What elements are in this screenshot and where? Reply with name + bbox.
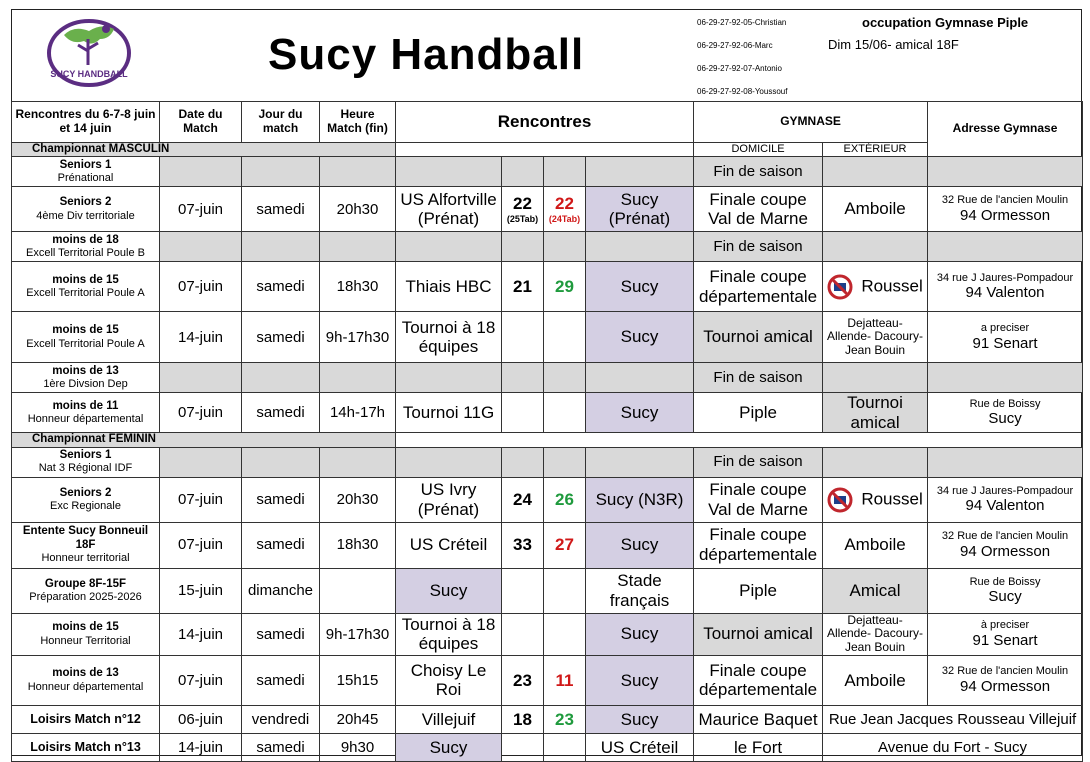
category-cell [12,477,160,522]
gymnase-domicile: Tournoi amical [694,312,823,363]
table-row [12,363,1083,393]
home-score [502,447,544,477]
away-score [544,232,586,262]
away-score [544,363,586,393]
gymnase-domicile: Finale coupe départementale [694,262,823,312]
home-score [502,705,544,733]
gym-name: Amboile [844,199,906,219]
home-team [396,447,502,477]
match-day: samedi [242,312,320,363]
match-time: 20h45 [320,705,396,733]
no-entry-icon [827,274,853,300]
col-exterieur: EXTÉRIEUR [823,143,928,157]
match-time [320,363,396,393]
address-city: 91 Senart [972,631,1038,649]
match-day: samedi [242,655,320,705]
home-team: US Ivry (Prénat) [396,477,502,522]
match-date: 07-juin [160,262,242,312]
gymnase-domicile: Fin de saison [694,447,823,477]
category-name: moins de 13 [52,364,119,377]
away-team: Sucy [586,655,694,705]
gymnase-domicile: Fin de saison [694,363,823,393]
category-name: moins de 13 [52,667,119,680]
gymnase-exterieur [823,262,928,312]
home-team [396,157,502,187]
home-score [502,393,544,433]
gym-address [928,477,1083,522]
division-name: 4ème Div territoriale [36,209,135,222]
category-cell [12,232,160,262]
category-name: moins de 18 [52,233,119,246]
category-cell [12,447,160,477]
home-team: Villejuif [396,705,502,733]
table-row [12,262,1083,312]
address-city: Sucy [988,410,1022,428]
score-value: 27 [555,535,574,555]
away-team: Sucy [586,613,694,655]
score-value: 33 [513,535,532,555]
address-city: 91 Senart [972,334,1038,352]
match-day [242,157,320,187]
away-team: Sucy [586,705,694,733]
table-row [12,733,1083,761]
away-score [544,613,586,655]
gym-name: Dejatteau- Allende- Dacoury- Jean Bouin [827,315,924,358]
gym-address [928,363,1083,393]
category-cell [12,613,160,655]
away-score [544,705,586,733]
gymnase-domicile: Maurice Baquet [694,705,823,733]
address-city: Sucy [988,588,1022,606]
match-time [320,568,396,613]
match-day: samedi [242,733,320,761]
gym-address [928,187,1083,232]
home-score [502,187,544,232]
division-name: Honneur départemental [27,680,144,693]
away-team [586,232,694,262]
gym-address: Avenue du Fort - Sucy [823,733,1083,761]
occupation-note: Dim 15/06- amical 18F [828,37,959,52]
score-value: 23 [513,670,532,690]
match-date: 07-juin [160,655,242,705]
gymnase-domicile: Finale coupe départementale [694,655,823,705]
match-time: 9h-17h30 [320,312,396,363]
category-cell [12,187,160,232]
address-city: 94 Ormesson [960,206,1051,224]
address-city: 94 Valenton [965,284,1045,302]
gym-address [928,568,1083,613]
home-team: US Créteil [396,522,502,568]
away-team: Sucy [586,522,694,568]
score-value: 23 [555,709,574,729]
schedule-table [11,101,1083,762]
match-time: 9h30 [320,733,396,761]
score-value: 22 [513,194,532,214]
match-time: 9h-17h30 [320,613,396,655]
table-row [12,568,1083,613]
gym-name: Roussel [861,489,923,509]
svg-text:SUCY HANDBALL: SUCY HANDBALL [50,69,128,79]
gym-name: Amical [849,580,901,600]
col-gymnase: GYMNASE [694,102,928,143]
match-date [160,447,242,477]
match-date: 14-juin [160,613,242,655]
table-row [12,393,1083,433]
occupation-title: occupation Gymnase Piple [862,15,1029,30]
away-score [544,157,586,187]
match-day: samedi [242,522,320,568]
division-name: 1ère Divsion Dep [43,378,128,390]
match-time [320,232,396,262]
empty-cell [396,143,694,157]
gym-address [928,262,1083,312]
address-line: 34 rue J Jaures-Pompadour [936,484,1074,497]
address-line: 32 Rue de l'ancien Moulin [941,194,1069,207]
gymnase-exterieur [823,655,928,705]
gymnase-domicile: Finale coupe départementale [694,522,823,568]
division-name: Honneur départemental [27,413,144,426]
category-cell [12,393,160,433]
section-row [12,143,1083,157]
gym-name: Tournoi amical [847,393,903,432]
phone-contact: 06-29-27-92-08-Youssouf [697,87,788,96]
away-score [544,522,586,568]
away-team: Sucy [586,312,694,363]
address-line: 32 Rue de l'ancien Moulin [941,665,1069,678]
gymnase-exterieur [823,447,928,477]
gym-address [928,447,1083,477]
gymnase-exterieur [823,522,928,568]
match-day: samedi [242,393,320,433]
category-name: Seniors 2 [59,196,112,209]
phone-contact: 06-29-27-92-06-Marc [697,41,773,50]
gym-name: Amboile [844,670,906,690]
category-cell [12,157,160,187]
gym-address [928,393,1083,433]
away-score [544,312,586,363]
home-team [396,363,502,393]
address-city: 94 Valenton [965,497,1045,515]
gymnase-exterieur [823,157,928,187]
score-value: 24 [513,489,532,509]
match-date: 07-juin [160,187,242,232]
gym-address [928,522,1083,568]
category-cell [12,312,160,363]
category-name: moins de 15 [52,621,119,634]
home-team: Tournoi 11G [396,393,502,433]
away-team [586,363,694,393]
home-score [502,363,544,393]
away-score [544,477,586,522]
gym-name: Dejatteau- Allende- Dacoury- Jean Bouin [827,613,924,655]
match-day: vendredi [242,705,320,733]
home-team: Thiais HBC [396,262,502,312]
away-score [544,187,586,232]
match-date: 07-juin [160,477,242,522]
gymnase-domicile: Tournoi amical [694,613,823,655]
gymnase-exterieur [823,232,928,262]
away-team [586,157,694,187]
category-cell [12,363,160,393]
category-cell [12,655,160,705]
home-score [502,477,544,522]
match-day: samedi [242,613,320,655]
division-name: Préparation 2025-2026 [29,590,142,603]
match-date: 07-juin [160,522,242,568]
match-day [242,232,320,262]
category-cell [12,705,160,733]
home-score [502,157,544,187]
match-date [160,363,242,393]
match-time [320,447,396,477]
section-feminin: Championnat FEMININ [12,433,396,447]
tab-score: (24Tab) [548,213,581,224]
away-team: Sucy [586,393,694,433]
match-day: samedi [242,187,320,232]
match-day [242,447,320,477]
score-value: 29 [555,276,574,296]
home-team: Tournoi à 18 équipes [396,613,502,655]
score-value: 22 [555,194,574,214]
gymnase-exterieur [823,393,928,433]
away-score [544,393,586,433]
address-line: 34 rue J Jaures-Pompadour [936,271,1074,284]
col-jour: Jour du match [242,102,320,143]
gym-name: Roussel [861,276,923,296]
category-name: Groupe 8F-15F [44,577,127,590]
empty-cell [396,433,1083,447]
category-name: moins de 15 [52,273,119,286]
category-name: Seniors 2 [59,486,112,499]
category-cell [12,733,160,761]
category-name: moins de 11 [52,399,119,412]
away-score [544,447,586,477]
home-team: Tournoi à 18 équipes [396,312,502,363]
division-name: Prénational [57,172,114,184]
gym-address [928,232,1083,262]
category-name: moins de 15 [52,324,119,337]
match-time: 14h-17h [320,393,396,433]
category-cell [12,568,160,613]
gymnase-domicile: Fin de saison [694,232,823,262]
section-masculin: Championnat MASCULIN [12,143,396,157]
score-value: 21 [513,276,532,296]
gymnase-domicile: Fin de saison [694,157,823,187]
match-time: 20h30 [320,187,396,232]
col-domicile: DOMICILE [694,143,823,157]
match-date: 07-juin [160,393,242,433]
home-score [502,312,544,363]
gym-address [928,312,1083,363]
gymnase-exterieur [823,187,928,232]
division-name: Excell Territorial Poule A [26,287,145,299]
match-day [242,363,320,393]
category-name: Loisirs Match n°13 [30,740,141,755]
match-time [320,157,396,187]
home-score [502,232,544,262]
match-time: 18h30 [320,262,396,312]
gym-address: Rue Jean Jacques Rousseau Villejuif [823,705,1083,733]
phone-contact: 06-29-27-92-05-Christian [697,18,787,27]
gymnase-domicile: Finale coupe Val de Marne [694,187,823,232]
away-score [544,733,586,761]
club-logo [44,15,134,89]
category-cell [12,262,160,312]
away-team: Sucy [586,262,694,312]
away-score [544,655,586,705]
table-row [12,477,1083,522]
category-name: Entente Sucy Bonneuil 18F [22,525,149,551]
score-value: 11 [555,670,574,690]
table-row [12,447,1083,477]
match-date: 14-juin [160,312,242,363]
col-heure: Heure Match (fin) [320,102,396,143]
table-row [12,655,1083,705]
table-row [12,705,1083,733]
category-name: Seniors 1 [59,449,112,462]
match-time: 15h15 [320,655,396,705]
score-value: 18 [513,709,532,729]
table-row [12,187,1083,232]
category-cell [12,522,160,568]
away-team [586,447,694,477]
address-city: 94 Ormesson [960,542,1051,560]
category-name: Loisirs Match n°12 [30,712,141,727]
table-row [12,613,1083,655]
away-team: Sucy (Prénat) [586,187,694,232]
match-time: 20h30 [320,477,396,522]
col-date: Date du Match [160,102,242,143]
no-entry-icon [827,487,853,513]
match-date: 14-juin [160,733,242,761]
home-team: US Alfortville (Prénat) [396,187,502,232]
gymnase-domicile: le Fort [694,733,823,761]
match-date: 06-juin [160,705,242,733]
home-score [502,568,544,613]
phone-contact: 06-29-27-92-07-Antonio [697,64,782,73]
gymnase-exterieur [823,613,928,655]
category-name: Seniors 1 [59,158,112,171]
table-row [12,522,1083,568]
gymnase-domicile: Piple [694,568,823,613]
division-name: Honneur Territorial [40,634,131,647]
address-city: 94 Ormesson [960,678,1051,696]
home-team: Sucy [396,733,502,761]
table-row [12,157,1083,187]
match-date [160,232,242,262]
match-time: 18h30 [320,522,396,568]
away-score [544,262,586,312]
home-score [502,733,544,761]
home-team: Sucy [396,568,502,613]
match-date: 15-juin [160,568,242,613]
gym-address [928,157,1083,187]
address-line: a preciser [980,322,1030,335]
match-day: samedi [242,262,320,312]
home-score [502,655,544,705]
gymnase-exterieur [823,477,928,522]
division-name: Excell Territorial Poule A [26,337,145,350]
gymnase-exterieur [823,363,928,393]
division-name: Exc Regionale [50,499,121,512]
table-row [12,232,1083,262]
gymnase-domicile: Piple [694,393,823,433]
address-line: Rue de Boissy [969,575,1041,588]
gymnase-domicile: Finale coupe Val de Marne [694,477,823,522]
address-line: 32 Rue de l'ancien Moulin [941,530,1069,543]
section-row [12,433,1083,447]
away-team: Stade français [586,568,694,613]
division-name: Honneur territorial [41,551,130,564]
away-team: US Créteil [586,733,694,761]
col-rencontres-du: Rencontres du 6-7-8 juin et 14 juin [12,102,160,143]
table-row [12,312,1083,363]
away-team: Sucy (N3R) [586,477,694,522]
address-line: à preciser [980,619,1030,632]
division-name: Nat 3 Régional IDF [38,462,133,475]
col-rencontres: Rencontres [396,102,694,143]
col-adresse: Adresse Gymnase [928,102,1083,157]
home-score [502,522,544,568]
division-name: Excell Territorial Poule B [25,247,145,259]
home-team [396,232,502,262]
match-day: dimanche [242,568,320,613]
home-team: Choisy Le Roi [396,655,502,705]
header-row [12,102,1083,143]
score-value: 26 [555,489,574,509]
gymnase-exterieur [823,568,928,613]
match-date [160,157,242,187]
away-score [544,568,586,613]
tab-score: (25Tab) [506,213,539,224]
gymnase-exterieur [823,312,928,363]
match-day: samedi [242,477,320,522]
gym-address [928,655,1083,705]
address-line: Rue de Boissy [969,397,1041,410]
gym-name: Amboile [844,535,906,555]
home-score [502,613,544,655]
gym-address [928,613,1083,655]
home-score [502,262,544,312]
